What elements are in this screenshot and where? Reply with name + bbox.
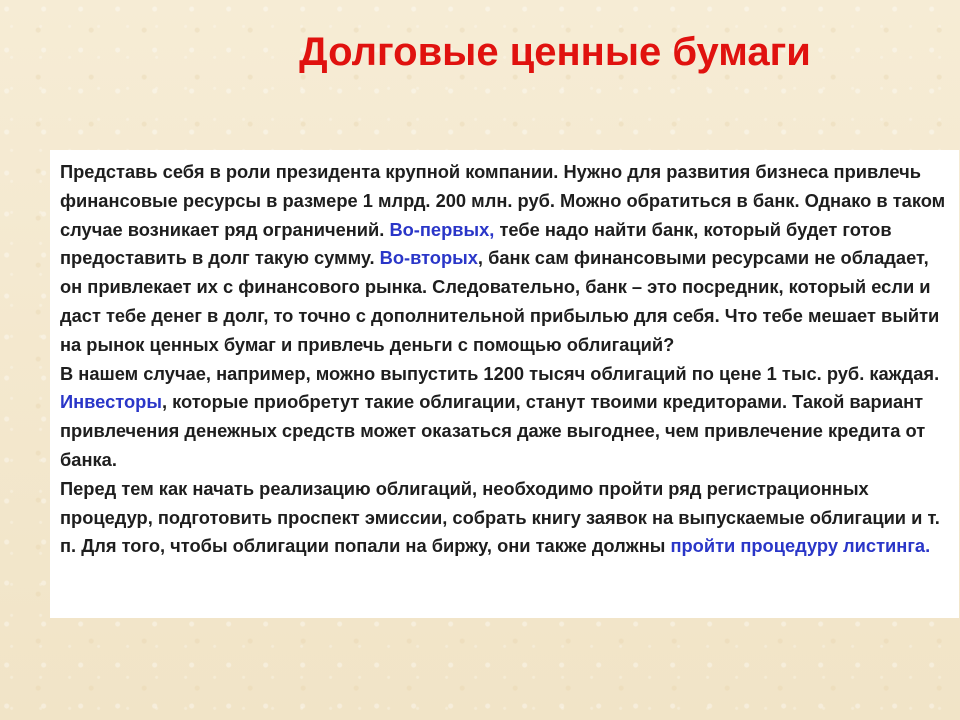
example-text-1: В нашем случае, например, можно выпустить 1200 тысяч облигаций по цене 1 тыс. руб. каждая. <box>60 362 940 384</box>
intro-text-2: тебе надо найти банк, который будет готов предоставить в долг такую сумму. <box>60 218 892 269</box>
paragraph-intro <box>60 158 951 360</box>
listing-text-1: Перед тем как начать реализацию облигаций, необходимо пройти ряд регистрационных процедур, подготовить проспект эмиссии, собрать книгу заявок на выпускаемые облигации и т. п. Для того, чтобы облигации попали на биржу, они также должны <box>60 477 940 557</box>
highlight-secondly: Во-вторых <box>379 247 478 269</box>
intro-text-1: Представь себя в роли президента крупной компании. Нужно для развития бизнеса привлечь финансовые ресурсы в размере 1 млрд. 200 млн. руб. Можно обратиться в банк. Однако в таком случае возникает ряд ограничений. <box>60 161 946 240</box>
content-box <box>50 150 959 618</box>
slide-title: Долговые ценные бумаги <box>299 30 811 74</box>
example-text-2: , которые приобретут такие облигации, станут твоими кредиторами. Такой вариант привлечения денежных средств может оказаться даже выгоднее, чем привлечение кредита от банка. <box>60 391 926 470</box>
paragraph-example <box>60 360 951 475</box>
highlight-firstly: Во-первых, <box>389 218 495 240</box>
highlight-investors: Инвесторы <box>60 391 162 413</box>
paragraph-listing <box>60 475 951 561</box>
intro-text-3: , банк сам финансовыми ресурсами не обладает, он привлекает их с финансового рынка. Следовательно, банк – это посредник, который если и даст тебе денег в долг, то точно с дополнительной прибылью для себя. Что тебе мешает выйти на рынок ценных бумаг и привлечь деньги с помощью облигаций? <box>60 247 940 355</box>
highlight-listing: пройти процедуру листинга. <box>670 535 931 557</box>
